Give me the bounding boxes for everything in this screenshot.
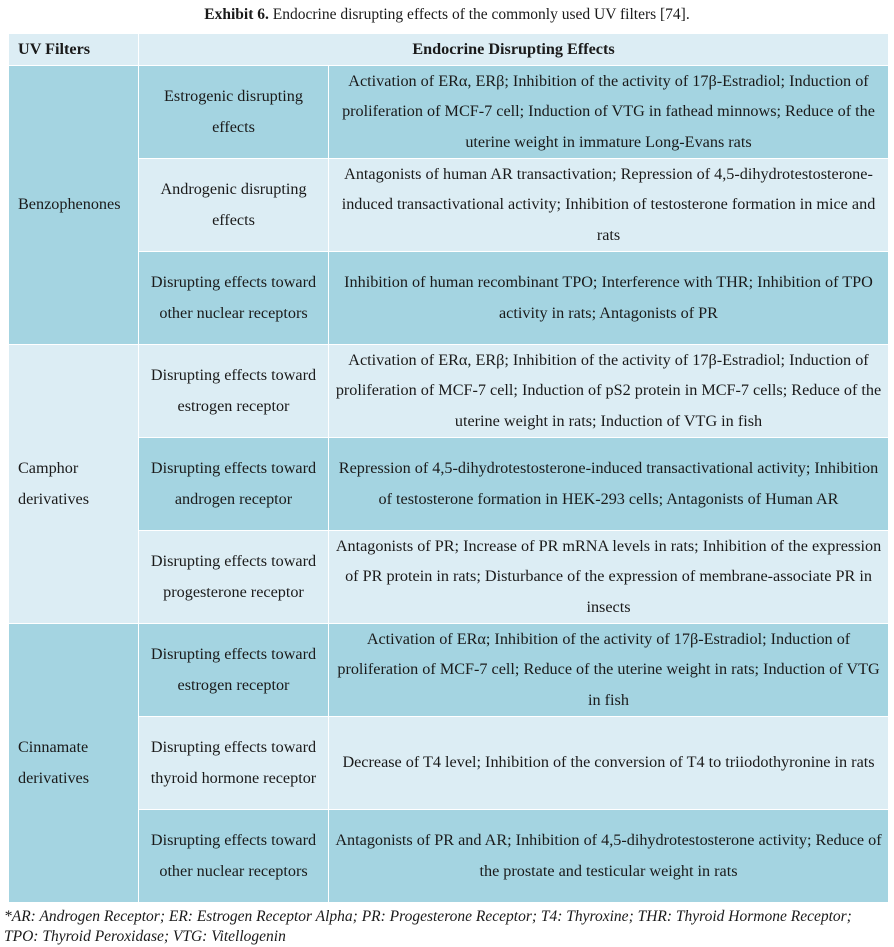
caption-text: Endocrine disrupting effects of the commonly used UV filters [74].: [268, 6, 690, 23]
description-cell: Activation of ERα, ERβ; Inhibition of the activity of 17β-Estradiol; Induction of proliferation of MCF-7 cell; Induction of pS2 protein in MCF-7 cells; Reduce of the uterine weight in rats; Induction of VTG in fish: [329, 344, 889, 437]
description-cell: Antagonists of PR; Increase of PR mRNA levels in rats; Inhibition of the expression of PR protein in rats; Disturbance of the expression of membrane-associate PR in insects: [329, 530, 889, 623]
description-cell: Antagonists of human AR transactivation; Repression of 4,5-dihydrotestosterone-induced transactivational activity; Inhibition of testosterone formation in mice and rats: [329, 158, 889, 251]
table-row: [9, 623, 889, 716]
effect-cell: Disrupting effects toward progesterone receptor: [139, 530, 329, 623]
table-caption: [0, 4, 894, 26]
effect-cell: Androgenic disrupting effects: [139, 158, 329, 251]
table-row: [9, 65, 889, 158]
description-cell: Inhibition of human recombinant TPO; Interference with THR; Inhibition of TPO activity in rats; Antagonists of PR: [329, 251, 889, 344]
table-header-row: [9, 34, 889, 66]
description-cell: Activation of ERα, ERβ; Inhibition of the activity of 17β-Estradiol; Induction of proliferation of MCF-7 cell; Induction of VTG in fathead minnows; Reduce of the uterine weight in immature Long-Evans rats: [329, 65, 889, 158]
effect-cell: Estrogenic disrupting effects: [139, 65, 329, 158]
table-row: [9, 809, 889, 902]
description-cell: Activation of ERα; Inhibition of the activity of 17β-Estradiol; Induction of proliferation of MCF-7 cell; Reduce of the uterine weight in rats; Induction of VTG in fish: [329, 623, 889, 716]
effect-cell: Disrupting effects toward other nuclear receptors: [139, 809, 329, 902]
table-row: [9, 437, 889, 530]
description-cell: Antagonists of PR and AR; Inhibition of 4,5-dihydrotestosterone activity; Reduce of the prostate and testicular weight in rats: [329, 809, 889, 902]
description-cell: Repression of 4,5-dihydrotestosterone-induced transactivational activity; Inhibition of testosterone formation in HEK-293 cells; Antagonists of Human AR: [329, 437, 889, 530]
effect-cell: Disrupting effects toward androgen receptor: [139, 437, 329, 530]
table-footnote: *AR: Androgen Receptor; ER: Estrogen Receptor Alpha; PR: Progesterone Receptor; T4: Thyroxine; THR: Thyroid Hormone Receptor; TPO: Thyroid Peroxidase; VTG: Vitellogenin: [4, 908, 852, 945]
header-endocrine-effects: Endocrine Disrupting Effects: [139, 34, 889, 66]
caption-label: Exhibit 6.: [204, 6, 269, 23]
filter-cell: Cinnamate derivatives: [9, 623, 139, 902]
uv-filters-table: [8, 33, 889, 903]
description-cell: Decrease of T4 level; Inhibition of the conversion of T4 to triiodothyronine in rats: [329, 716, 889, 809]
table-row: [9, 344, 889, 437]
table-row: [9, 716, 889, 809]
effect-cell: Disrupting effects toward thyroid hormone receptor: [139, 716, 329, 809]
table-row: [9, 158, 889, 251]
effect-cell: Disrupting effects toward estrogen receptor: [139, 344, 329, 437]
table-row: [9, 530, 889, 623]
filter-cell: Benzophenones: [9, 65, 139, 344]
filter-cell: Camphor derivatives: [9, 344, 139, 623]
effect-cell: Disrupting effects toward other nuclear receptors: [139, 251, 329, 344]
effect-cell: Disrupting effects toward estrogen receptor: [139, 623, 329, 716]
table-row: [9, 251, 889, 344]
header-uv-filters: UV Filters: [9, 34, 139, 66]
